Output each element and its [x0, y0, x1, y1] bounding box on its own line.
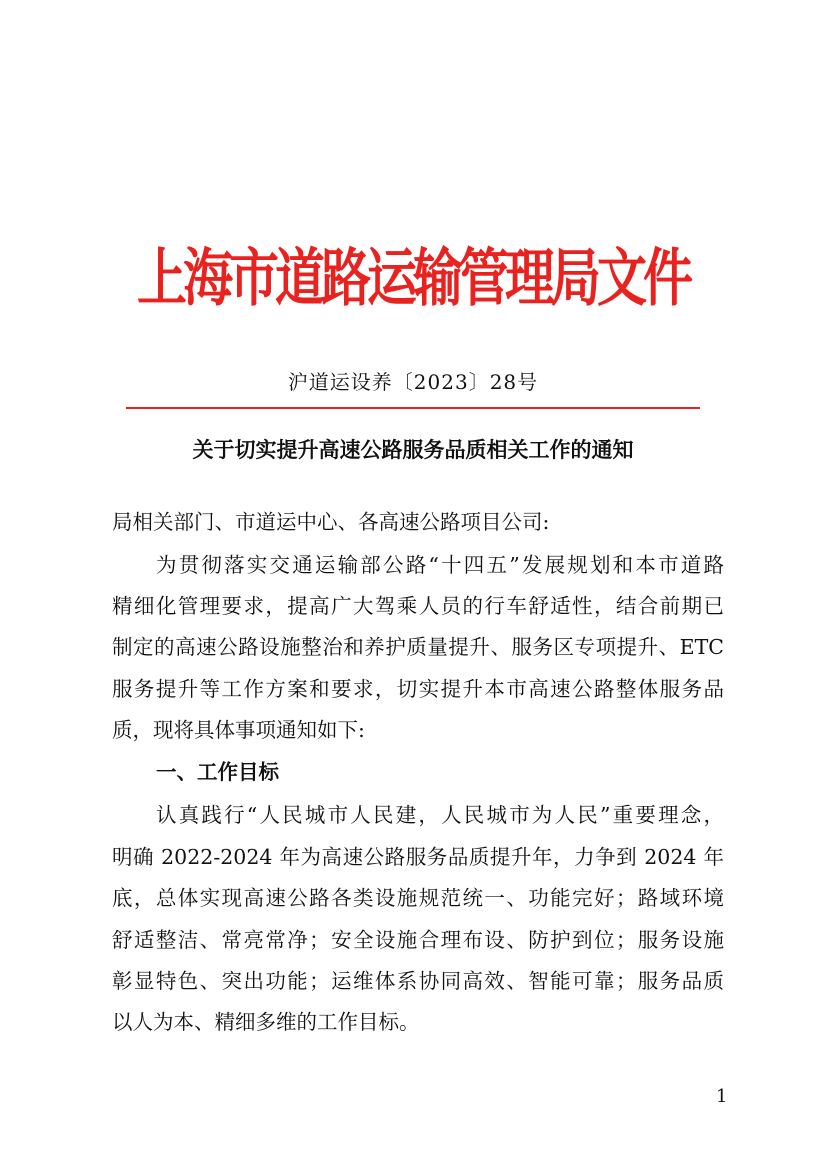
paragraph-line: 彰显特色、突出功能；运维体系协同高效、智能可靠；服务品质: [112, 969, 724, 993]
red-divider-line: [126, 407, 700, 409]
paragraph-line: 以人为本、精细多维的工作目标。: [112, 1010, 420, 1034]
paragraph-line: 质，现将具体事项通知如下:: [112, 718, 365, 742]
paragraph-line: 认真践行“人民城市人民建，人民城市为人民”重要理念，: [156, 803, 724, 827]
paragraph-line: 为贯彻落实交通运输部公路“十四五”发展规划和本市道路: [156, 553, 724, 577]
document-number: 沪道运设养〔2023〕28号: [287, 370, 539, 394]
paragraph-line: 舒适整洁、常亮常净；安全设施合理布设、防护到位；服务设施: [112, 928, 724, 952]
paragraph-line: 精细化管理要求，提高广大驾乘人员的行车舒适性，结合前期已: [112, 594, 724, 618]
paragraph-line: 明确 2022-2024 年为高速公路服务品质提升年，力争到 2024 年: [112, 845, 724, 869]
paragraph-line: 制定的高速公路设施整治和养护质量提升、服务区专项提升、ETC: [112, 635, 724, 659]
addressee: 局相关部门、市道运中心、各高速公路项目公司:: [112, 510, 550, 534]
section-heading: 一、工作目标: [156, 760, 279, 784]
paragraph-line: 服务提升等工作方案和要求，切实提升本市高速公路整体服务品: [112, 677, 724, 701]
page-number: 1: [716, 1086, 728, 1107]
document-masthead: 上海市道路运输管理局文件: [137, 240, 689, 315]
paragraph-line: 底，总体实现高速公路各类设施规范统一、功能完好；路域环境: [112, 886, 724, 910]
document-title: 关于切实提升高速公路服务品质相关工作的通知: [192, 438, 634, 462]
